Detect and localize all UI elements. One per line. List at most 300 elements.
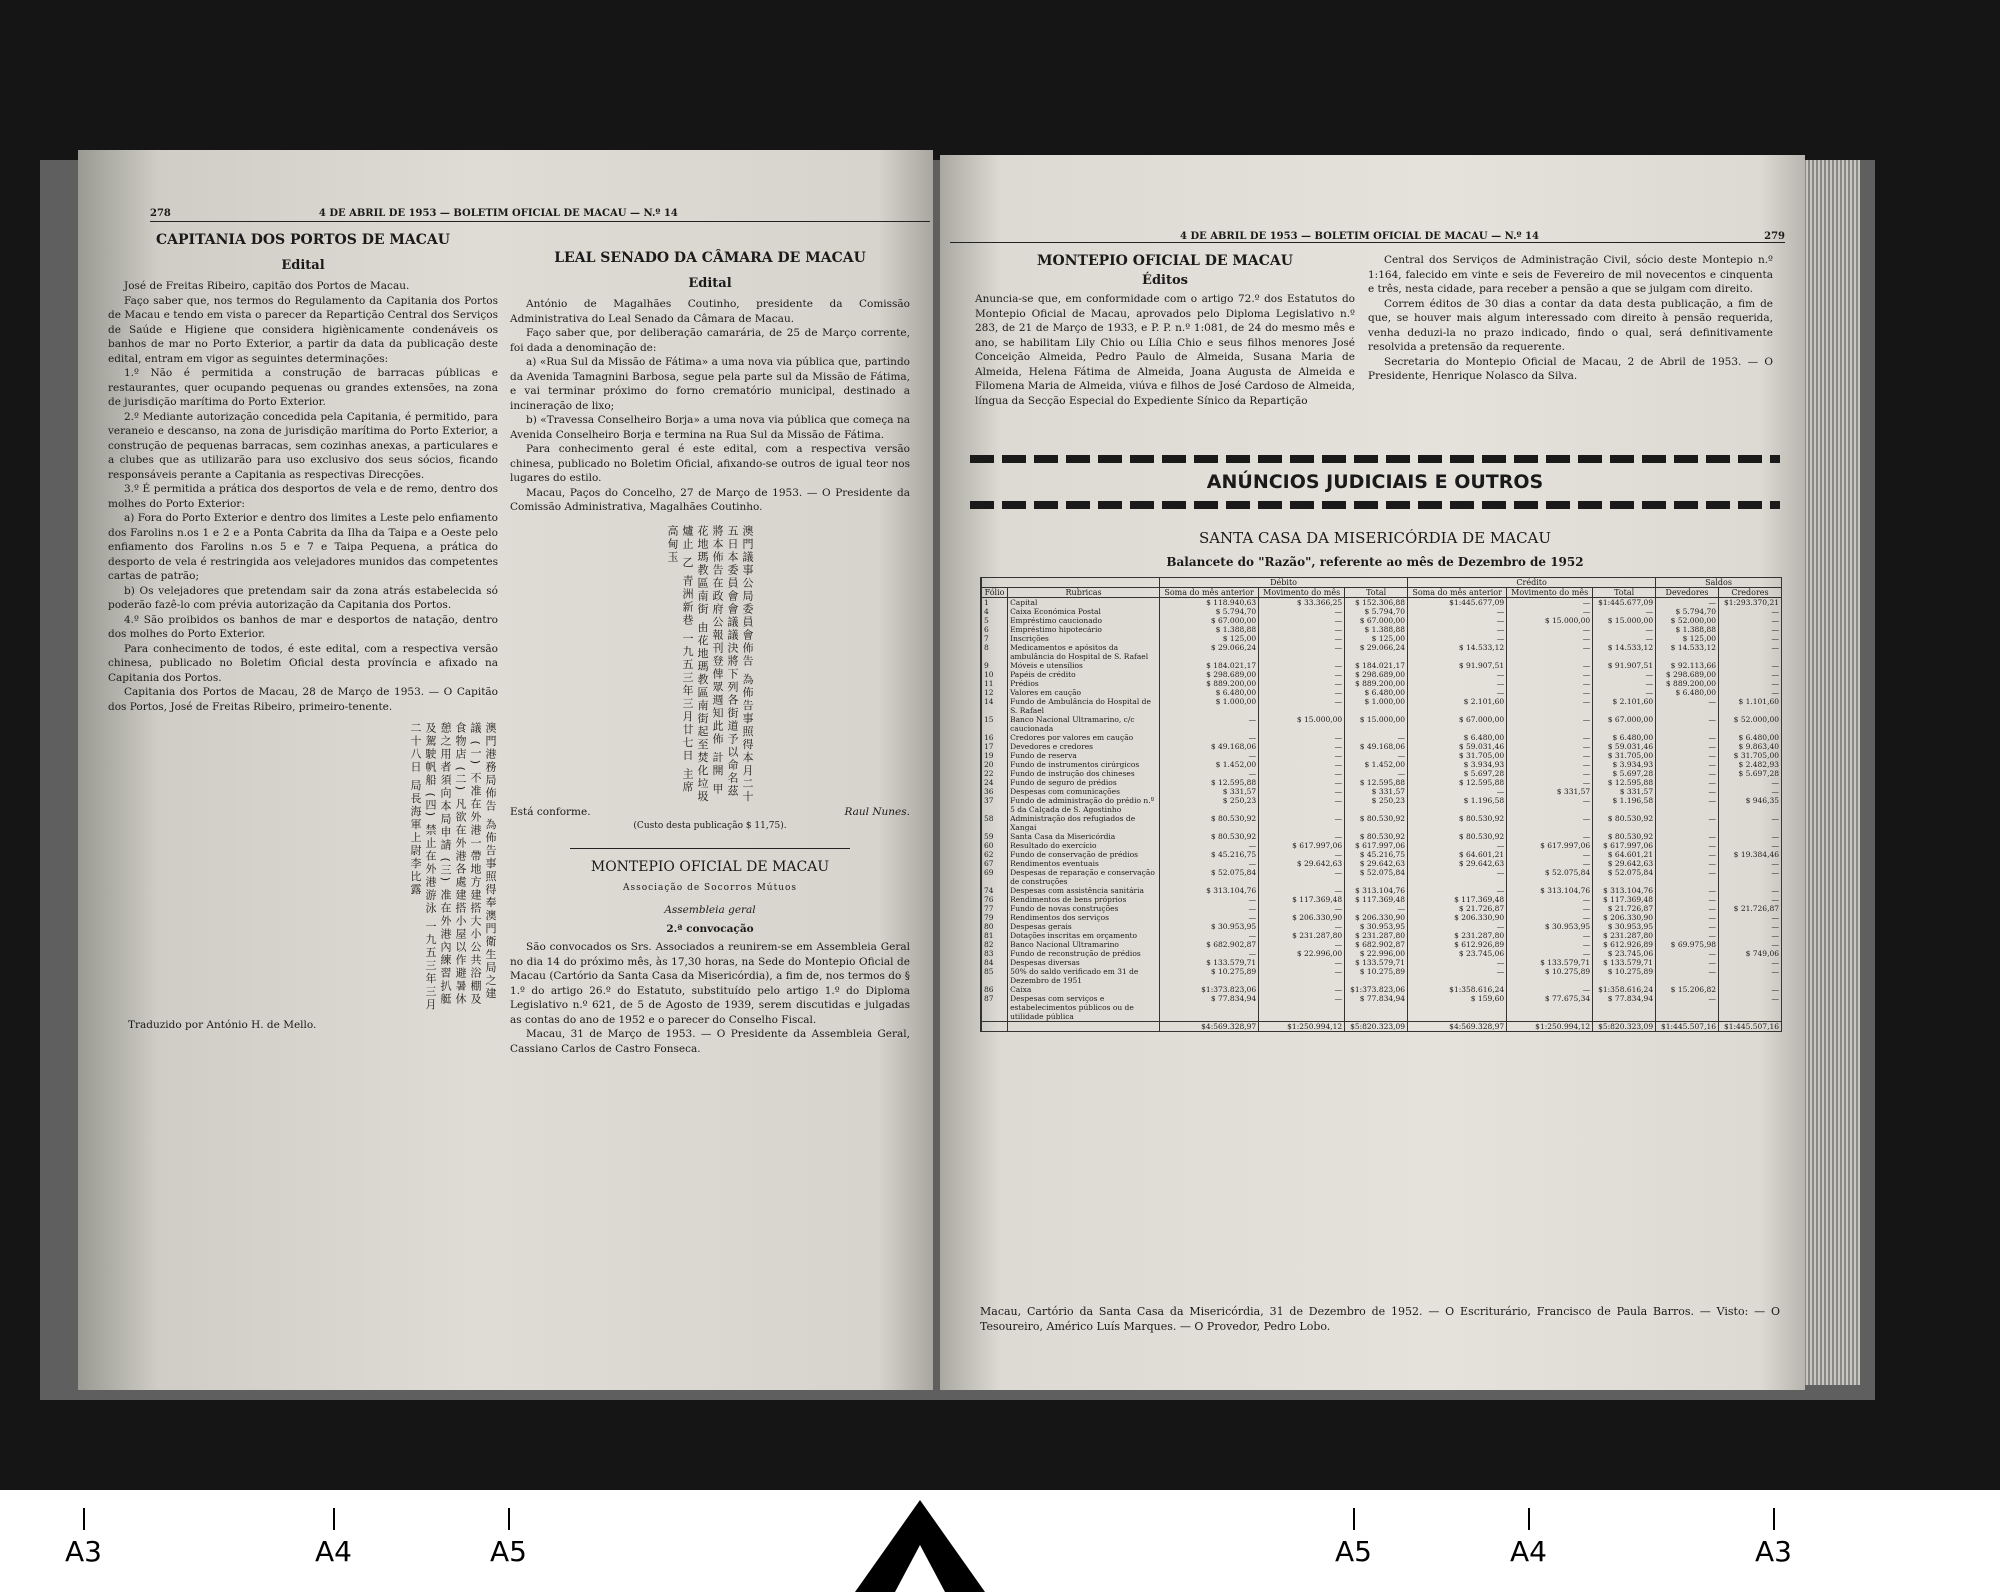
table-cell: $ 152.306,88 xyxy=(1345,598,1408,608)
table-cell: $ 14.533,12 xyxy=(1656,643,1719,661)
table-cell: — xyxy=(1719,922,1782,931)
table-cell: 37 xyxy=(982,796,1008,814)
table-cell: $ 331,57 xyxy=(1160,787,1259,796)
table-cell: Despesas com comunicações xyxy=(1008,787,1160,796)
table-cell: $ 231.287,80 xyxy=(1593,931,1656,940)
table-cell: — xyxy=(1719,967,1782,985)
table-cell: — xyxy=(1656,841,1719,850)
table-cell: — xyxy=(1719,895,1782,904)
table-cell: $ 10.275,89 xyxy=(1593,967,1656,985)
table-cell: — xyxy=(1719,688,1782,697)
table-cell: $ 2.101,60 xyxy=(1408,697,1507,715)
conformity-note: Está conforme. xyxy=(510,805,591,818)
table-cell: $ 23.745,06 xyxy=(1593,949,1656,958)
table-cell: $ 1.101,60 xyxy=(1719,697,1782,715)
table-cell: $1:358.616,24 xyxy=(1408,985,1507,994)
table-cell: $ 29.642,63 xyxy=(1259,859,1345,868)
table-row xyxy=(982,679,1782,688)
table-cell: — xyxy=(1507,697,1593,715)
table-cell: $ 331,57 xyxy=(1507,787,1593,796)
table-cell: — xyxy=(1656,733,1719,742)
table-cell: $ 125,00 xyxy=(1160,634,1259,643)
table-cell: $ 91.907,51 xyxy=(1593,661,1656,670)
table-cell: 80 xyxy=(982,922,1008,931)
page-header: 4 DE ABRIL DE 1953 — BOLETIM OFICIAL DE MACAU — N.º 14 xyxy=(1180,231,1539,242)
table-row xyxy=(982,922,1782,931)
table-row xyxy=(982,913,1782,922)
table-cell: $ 52.075,84 xyxy=(1507,868,1593,886)
banner-title: ANÚNCIOS JUDICIAIS E OUTROS xyxy=(1206,471,1544,493)
table-row xyxy=(982,904,1782,913)
paragraph: Macau, Paços do Concelho, 27 de Março de 1953. — O Presidente da Comissão Administrativa, Magalhães Coutinho. xyxy=(510,486,910,513)
table-row xyxy=(982,895,1782,904)
table-cell: — xyxy=(1719,787,1782,796)
table-cell: — xyxy=(1593,625,1656,634)
table-cell: — xyxy=(1719,886,1782,895)
section-title: MONTEPIO OFICIAL DE MACAU xyxy=(590,858,830,875)
table-cell: Fundo de seguro de prédios xyxy=(1008,778,1160,787)
table-cell: — xyxy=(1656,796,1719,814)
table-cell: 16 xyxy=(982,733,1008,742)
table-cell: $ 5.794,70 xyxy=(1656,607,1719,616)
montepio-editos-col1 xyxy=(975,253,1355,408)
table-cell: Fundo de administração do prédio n.º 5 da Calçada de S. Agostinho xyxy=(1008,796,1160,814)
table-cell: — xyxy=(1507,913,1593,922)
right-page xyxy=(940,155,1805,1390)
page-number: 279 xyxy=(1764,231,1785,242)
table-cell: $ 30.953,95 xyxy=(1507,922,1593,931)
table-cell: $1:445.677,09 xyxy=(1408,598,1507,608)
table-cell: — xyxy=(1507,742,1593,751)
table-cell: $ 21.726,87 xyxy=(1719,904,1782,913)
table-cell: 14 xyxy=(982,697,1008,715)
table-row xyxy=(982,751,1782,760)
table-cell: $ 117.369,48 xyxy=(1259,895,1345,904)
table-cell: $ 31.705,00 xyxy=(1408,751,1507,760)
table-row xyxy=(982,733,1782,742)
table-cell: — xyxy=(1408,670,1507,679)
table-cell: Empréstimo hipotecário xyxy=(1008,625,1160,634)
table-cell: $ 80.530,92 xyxy=(1160,814,1259,832)
film-mark-bar xyxy=(1528,1508,1530,1530)
table-cell: — xyxy=(1259,994,1345,1022)
table-cell: $ 77.834,94 xyxy=(1160,994,1259,1022)
table-cell: $ 67.000,00 xyxy=(1408,715,1507,733)
table-cell: Caixa xyxy=(1008,985,1160,994)
table-cell: $ 231.287,80 xyxy=(1345,931,1408,940)
table-cell: — xyxy=(1259,670,1345,679)
table-cell: 81 xyxy=(982,931,1008,940)
table-cell: $ 313.104,76 xyxy=(1507,886,1593,895)
table-cell: $ 77.834,94 xyxy=(1593,994,1656,1022)
column-header: Movimento do mês xyxy=(1507,588,1593,598)
film-mark-bar xyxy=(1773,1508,1775,1530)
film-mark-bar xyxy=(83,1508,85,1530)
table-cell: — xyxy=(1408,868,1507,886)
table-cell: — xyxy=(1719,913,1782,922)
group-header: Saldos xyxy=(1656,578,1781,588)
table-cell: 60 xyxy=(982,841,1008,850)
table-cell: 4 xyxy=(982,607,1008,616)
table-cell: — xyxy=(1507,940,1593,949)
table-cell: $ 67.000,00 xyxy=(1160,616,1259,625)
table-cell: 76 xyxy=(982,895,1008,904)
total-cell xyxy=(982,1022,1008,1032)
table-cell: — xyxy=(1408,787,1507,796)
page-edges xyxy=(1800,160,1860,1385)
table-cell: $ 1.000,00 xyxy=(1345,697,1408,715)
table-cell: — xyxy=(1160,913,1259,922)
table-cell: — xyxy=(1656,742,1719,751)
table-cell: — xyxy=(1160,931,1259,940)
total-cell: $1:250.994,12 xyxy=(1507,1022,1593,1032)
table-cell: $ 206.330,90 xyxy=(1259,913,1345,922)
table-cell: — xyxy=(1259,634,1345,643)
table-cell: — xyxy=(1656,904,1719,913)
table-cell: — xyxy=(1507,985,1593,994)
capitania-section xyxy=(108,232,498,1033)
table-cell: — xyxy=(1719,661,1782,670)
table-cell: Despesas com serviços e estabelecimentos públicos ou de utilidade pública xyxy=(1008,994,1160,1022)
total-cell: $1:250.994,12 xyxy=(1259,1022,1345,1032)
table-cell: — xyxy=(1593,607,1656,616)
table-cell: — xyxy=(1259,769,1345,778)
table-cell: — xyxy=(1656,814,1719,832)
table-cell: — xyxy=(1345,769,1408,778)
table-cell: 50% do saldo verificado em 31 de Dezembro de 1951 xyxy=(1008,967,1160,985)
table-cell: — xyxy=(1408,922,1507,931)
table-cell: 79 xyxy=(982,913,1008,922)
table-cell: — xyxy=(1719,958,1782,967)
paragraph: a) Fora do Porto Exterior e dentro dos limites a Leste pelo enfiamento dos Farolins n.os 1 e 2 e a Ponta Cabrita da Ilha da Taipa e a Oeste pelo enfiamento dos Farolins n.os 5 e 7 e Taipa Pequena, a prática do desporto de vela é restringida aos velejadores munidos das competentes cartas de patrão; xyxy=(108,512,498,582)
table-cell: — xyxy=(1656,958,1719,967)
table-cell: — xyxy=(1507,715,1593,733)
table-cell: Administração dos refugiados de Xangai xyxy=(1008,814,1160,832)
table-cell: $ 80.530,92 xyxy=(1160,832,1259,841)
table-cell: — xyxy=(1656,778,1719,787)
table-cell: $ 45.216,75 xyxy=(1345,850,1408,859)
table-cell: — xyxy=(1719,679,1782,688)
table-cell: $ 1.196,58 xyxy=(1593,796,1656,814)
table-cell: $ 1.388,88 xyxy=(1345,625,1408,634)
table-cell: $1:373.823,06 xyxy=(1160,985,1259,994)
table-cell: — xyxy=(1719,832,1782,841)
table-row xyxy=(982,616,1782,625)
table-cell: $ 29.642,63 xyxy=(1408,859,1507,868)
table-cell: — xyxy=(1259,940,1345,949)
table-cell: $ 231.287,80 xyxy=(1259,931,1345,940)
total-cell: $4:569.328,97 xyxy=(1160,1022,1259,1032)
table-cell: $ 749,06 xyxy=(1719,949,1782,958)
total-cell: $5:820.323,09 xyxy=(1593,1022,1656,1032)
table-cell: $ 6.480,00 xyxy=(1719,733,1782,742)
column-header: Soma do mês anterior xyxy=(1160,588,1259,598)
table-cell: 67 xyxy=(982,859,1008,868)
table-row xyxy=(982,886,1782,895)
table-cell: $ 1.388,88 xyxy=(1656,625,1719,634)
section-subtitle: Edital xyxy=(281,258,325,273)
table-cell: — xyxy=(1408,841,1507,850)
santa-casa-title: SANTA CASA DA MISERICÓRDIA DE MACAU xyxy=(1198,529,1552,547)
table-cell: — xyxy=(1259,661,1345,670)
film-mark-bar xyxy=(508,1508,510,1530)
paragraph: Faço saber que, por deliberação camarária, de 25 de Março corrente, foi dada a denominação de: xyxy=(510,327,910,354)
table-cell: $ 206.330,90 xyxy=(1593,913,1656,922)
table-row xyxy=(982,814,1782,832)
table-cell: — xyxy=(1719,670,1782,679)
total-cell: $1:445.507,16 xyxy=(1656,1022,1719,1032)
table-cell: — xyxy=(1345,751,1408,760)
table-cell: — xyxy=(1656,895,1719,904)
table-cell: — xyxy=(1259,886,1345,895)
table-cell: $ 612.926,89 xyxy=(1408,940,1507,949)
table-cell: $ 6.480,00 xyxy=(1593,733,1656,742)
table-cell: $ 15.000,00 xyxy=(1345,715,1408,733)
table-cell: $ 9.863,40 xyxy=(1719,742,1782,751)
table-cell: Rendimentos dos serviços xyxy=(1008,913,1160,922)
left-page xyxy=(78,150,933,1390)
table-cell: $ 22.996,00 xyxy=(1345,949,1408,958)
table-cell: — xyxy=(1719,994,1782,1022)
table-cell: $ 10.275,89 xyxy=(1507,967,1593,985)
table-cell: — xyxy=(1507,931,1593,940)
page-header: 4 DE ABRIL DE 1953 — BOLETIM OFICIAL DE MACAU — N.º 14 xyxy=(318,208,678,219)
table-cell: 87 xyxy=(982,994,1008,1022)
table-cell: $ 298.689,00 xyxy=(1656,670,1719,679)
table-cell: — xyxy=(1259,625,1345,634)
section-subtitle: Éditos xyxy=(1142,273,1188,288)
table-cell: $ 1.452,00 xyxy=(1160,760,1259,769)
total-cell: $1:445.507,16 xyxy=(1719,1022,1782,1032)
table-cell: 36 xyxy=(982,787,1008,796)
table-cell: $ 133.579,71 xyxy=(1507,958,1593,967)
table-cell: — xyxy=(1656,949,1719,958)
table-row xyxy=(982,769,1782,778)
table-row xyxy=(982,742,1782,751)
table-cell: $ 331,57 xyxy=(1593,787,1656,796)
section-title: LEAL SENADO DA CÂMARA DE MACAU xyxy=(554,250,866,266)
column-header: Rubricas xyxy=(1008,588,1160,598)
montepio-text xyxy=(510,940,910,1056)
table-row xyxy=(982,715,1782,733)
table-cell: $ 52.075,84 xyxy=(1593,868,1656,886)
table-row xyxy=(982,850,1782,859)
publication-cost: (Custo desta publicação $ 11,75). xyxy=(633,821,787,831)
table-row xyxy=(982,841,1782,850)
total-cell xyxy=(1008,1022,1160,1032)
table-cell: $ 133.579,71 xyxy=(1593,958,1656,967)
table-cell: — xyxy=(1259,697,1345,715)
table-cell: Fundo de novas construções xyxy=(1008,904,1160,913)
paragraph: José de Freitas Ribeiro, capitão dos Portos de Macau. xyxy=(124,280,410,292)
table-cell: — xyxy=(1408,625,1507,634)
table-cell: $ 15.000,00 xyxy=(1593,616,1656,625)
table-cell: — xyxy=(1345,904,1408,913)
paragraph: Correm éditos de 30 dias a contar da data desta publicação, a fim de que, se houver mais algum interessado com direito à pensão requerida, venha deduzi-la no prazo indicado, findo o qual, será definitivamente resolvida a pretensão da requerente. xyxy=(1368,297,1773,353)
table-cell: — xyxy=(1507,904,1593,913)
table-cell: $ 33.366,25 xyxy=(1259,598,1345,608)
table-cell: — xyxy=(1259,832,1345,841)
paragraph: António de Magalhães Coutinho, presidente da Comissão Administrativa do Leal Senado da Câmara de Macau. xyxy=(510,298,910,325)
table-cell: $ 617.997,06 xyxy=(1345,841,1408,850)
table-cell: — xyxy=(1507,814,1593,832)
table-cell: $ 2.482,93 xyxy=(1719,760,1782,769)
table-cell: $ 52.075,84 xyxy=(1345,868,1408,886)
table-cell: — xyxy=(1656,751,1719,760)
table-cell: — xyxy=(1507,832,1593,841)
table-row xyxy=(982,688,1782,697)
table-cell: $ 29.066,24 xyxy=(1345,643,1408,661)
table-cell: Fundo de reserva xyxy=(1008,751,1160,760)
table-cell: — xyxy=(1259,742,1345,751)
table-cell: — xyxy=(1259,778,1345,787)
table-cell: — xyxy=(1656,598,1719,608)
table-cell: 82 xyxy=(982,940,1008,949)
paragraph: Capitania dos Portos de Macau, 28 de Março de 1953. — O Capitão dos Portos, José de Freitas Ribeiro, primeiro-tenente. xyxy=(108,686,498,713)
leal-senado-section xyxy=(510,250,910,1056)
table-cell: $ 298.689,00 xyxy=(1345,670,1408,679)
table-row xyxy=(982,607,1782,616)
table-cell: — xyxy=(1408,967,1507,985)
center-triangle-mark xyxy=(855,1490,985,1592)
table-cell: $ 59.031,46 xyxy=(1408,742,1507,751)
table-row xyxy=(982,643,1782,661)
table-cell: 22 xyxy=(982,769,1008,778)
table-cell: $1:373.823,06 xyxy=(1345,985,1408,994)
table-cell: — xyxy=(1656,697,1719,715)
table-cell: Valores em caução xyxy=(1008,688,1160,697)
paragraph: Secretaria do Montepio Oficial de Macau, 2 de Abril de 1953. — O Presidente, Henrique Nolasco da Silva. xyxy=(1368,355,1773,382)
table-cell: $1:358.616,24 xyxy=(1593,985,1656,994)
table-cell: — xyxy=(1719,931,1782,940)
table-row xyxy=(982,697,1782,715)
table-cell: — xyxy=(1160,895,1259,904)
table-cell: $ 64.601,21 xyxy=(1593,850,1656,859)
table-cell: Inscrições xyxy=(1008,634,1160,643)
table-cell: — xyxy=(1507,661,1593,670)
film-mark-label: A5 xyxy=(1335,1535,1372,1568)
table-cell: — xyxy=(1656,832,1719,841)
table-cell: $ 23.745,06 xyxy=(1408,949,1507,958)
table-cell: $ 125,00 xyxy=(1345,634,1408,643)
table-cell: 19 xyxy=(982,751,1008,760)
table-cell: Prédios xyxy=(1008,679,1160,688)
table-cell: $ 617.997,06 xyxy=(1593,841,1656,850)
table-cell: — xyxy=(1507,769,1593,778)
table-cell: — xyxy=(1719,607,1782,616)
table-row xyxy=(982,661,1782,670)
translator-note: Traduzido por António H. de Mello. xyxy=(128,1019,317,1031)
table-row xyxy=(982,868,1782,886)
film-mark-bar xyxy=(333,1508,335,1530)
table-cell: $ 5.794,70 xyxy=(1160,607,1259,616)
table-cell: 7 xyxy=(982,634,1008,643)
table-cell: Rendimentos de bens próprios xyxy=(1008,895,1160,904)
convocation-label: 2.ª convocação xyxy=(666,922,754,935)
table-cell: — xyxy=(1719,814,1782,832)
table-cell: $ 14.533,12 xyxy=(1593,643,1656,661)
table-cell: — xyxy=(1259,958,1345,967)
table-cell: $ 80.530,92 xyxy=(1593,832,1656,841)
column-header: Fólio xyxy=(982,588,1008,598)
total-cell: $5:820.323,09 xyxy=(1345,1022,1408,1032)
table-cell: 15 xyxy=(982,715,1008,733)
column-header: Total xyxy=(1593,588,1656,598)
table-cell: — xyxy=(1507,733,1593,742)
table-cell: Caixa Económica Postal xyxy=(1008,607,1160,616)
table-cell: — xyxy=(1507,643,1593,661)
group-header: Crédito xyxy=(1408,578,1656,588)
table-cell: 10 xyxy=(982,670,1008,679)
table-row xyxy=(982,625,1782,634)
table-cell: — xyxy=(1507,778,1593,787)
table-cell: Rendimentos eventuais xyxy=(1008,859,1160,868)
table-cell: $ 52.075,84 xyxy=(1160,868,1259,886)
table-cell: $ 15.000,00 xyxy=(1259,715,1345,733)
table-cell: $ 22.996,00 xyxy=(1259,949,1345,958)
table-cell: $ 682.902,87 xyxy=(1345,940,1408,949)
table-cell: 59 xyxy=(982,832,1008,841)
table-cell: — xyxy=(1408,886,1507,895)
table-cell: — xyxy=(1259,733,1345,742)
table-cell: 17 xyxy=(982,742,1008,751)
column-header: Total xyxy=(1345,588,1408,598)
table-cell: $ 946,35 xyxy=(1719,796,1782,814)
table-cell: Resultado do exercício xyxy=(1008,841,1160,850)
table-cell: $ 30.953,95 xyxy=(1345,922,1408,931)
table-cell: $ 682.902,87 xyxy=(1160,940,1259,949)
balance-table xyxy=(981,578,1781,1031)
table-cell: — xyxy=(1656,931,1719,940)
table-cell: — xyxy=(1507,859,1593,868)
table-row xyxy=(982,859,1782,868)
table-cell: — xyxy=(1656,967,1719,985)
table-cell: — xyxy=(1656,715,1719,733)
film-mark-label: A3 xyxy=(65,1535,102,1568)
paragraph: a) «Rua Sul da Missão de Fátima» a uma nova via pública que, partindo da Avenida Tamagnini Barbosa, segue pela parte sul da Missão de Fátima, e vai terminar próximo do forno crematório municipal, destinado a incineração de lixo; xyxy=(510,356,910,412)
table-row xyxy=(982,760,1782,769)
table-cell: — xyxy=(1160,751,1259,760)
table-cell: — xyxy=(1160,949,1259,958)
table-cell: $ 77.834,94 xyxy=(1345,994,1408,1022)
film-strip xyxy=(0,1490,2000,1592)
table-cell: 86 xyxy=(982,985,1008,994)
table-cell: Credores por valores em caução xyxy=(1008,733,1160,742)
table-cell: $ 5.697,28 xyxy=(1719,769,1782,778)
table-cell: — xyxy=(1507,607,1593,616)
table-cell: — xyxy=(1345,733,1408,742)
table-row xyxy=(982,931,1782,940)
total-cell: $4:569.328,97 xyxy=(1408,1022,1507,1032)
table-cell: $ 69.975,98 xyxy=(1656,940,1719,949)
table-cell: 8 xyxy=(982,643,1008,661)
table-cell: $ 64.601,21 xyxy=(1408,850,1507,859)
table-cell: $ 2.101,60 xyxy=(1593,697,1656,715)
table-cell: — xyxy=(1507,670,1593,679)
chinese-notice: 澳門港務局佈告 為佈告事照得奉澳門衛生局之建議 (一) 不准在外港一帶地方建搭大小公共浴棚及食物店 (二) 凡欲在外港各處建搭小屋以作避暑休憩之用者須向本局申請 (三) 准在外港內練習扒艇及駕駛帆船 (四) 禁止在外港游泳 一九五三年三月二十八日 局長海軍上尉李比露 xyxy=(409,722,497,1012)
table-cell: — xyxy=(1408,607,1507,616)
table-cell: — xyxy=(1656,913,1719,922)
table-cell: — xyxy=(1593,634,1656,643)
table-row xyxy=(982,598,1782,608)
table-cell: — xyxy=(1656,868,1719,886)
table-cell: — xyxy=(1656,850,1719,859)
table-cell: 62 xyxy=(982,850,1008,859)
table-cell: Capital xyxy=(1008,598,1160,608)
leal-senado-text xyxy=(510,297,910,515)
table-cell: $ 133.579,71 xyxy=(1160,958,1259,967)
table-cell: $ 5.794,70 xyxy=(1345,607,1408,616)
